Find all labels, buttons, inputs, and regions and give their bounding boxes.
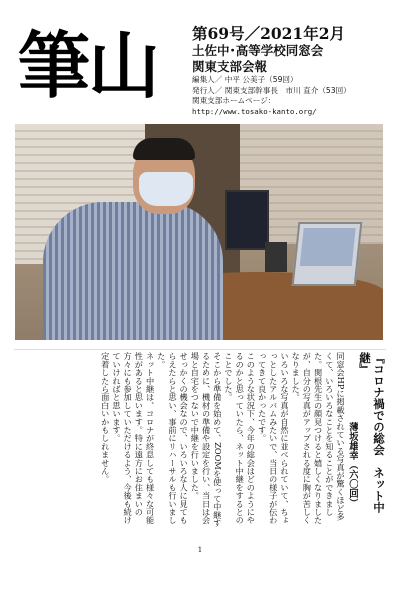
article-paragraph: 定着したら面白いかもしれません。: [100, 352, 111, 484]
homepage-label: 関東支部ホームページ：: [192, 96, 276, 105]
publisher-credit: 発行人／ 関東支部幹事長 市川 直介（53回）: [192, 85, 351, 95]
page-number: 1: [197, 546, 203, 554]
laptop-screen: [300, 228, 356, 266]
issue-info: [192, 24, 398, 117]
article-title: 『コロナ禍での総会 ネット中継』: [358, 352, 386, 513]
editor-credit: 編集人／ 中平 公美子（59回）: [192, 75, 298, 84]
article-paragraph: ネット中継は、コロナが終息しても様々な可能性があると思います。特に遠方にお住まいの方々にも参加していただけるよう、今後も続けていければと思います。: [111, 352, 156, 525]
homepage-link[interactable]: http://www.tosako-kanto.org/: [192, 106, 317, 116]
face-mask-icon: [139, 172, 193, 206]
monitor-icon: [225, 190, 269, 250]
article-paragraph: 同窓会HPに掲載されている写真が驚くほど多くて、いろいろなことを知ることができました。関根先生の顔見つけると嬉しくなりましたが、自分の写真がアップされる度に胸が苦しくなりました。: [291, 352, 346, 525]
association-name: 土佐中･高等学校同窓会: [192, 43, 324, 58]
article-author: 薄坂雄幸（六〇回）: [347, 422, 358, 508]
divider: [14, 349, 386, 350]
cover-photo: [15, 124, 383, 340]
person-shirt: [43, 202, 223, 340]
newsletter-logo: 筆山: [18, 24, 159, 108]
article-paragraph: このような状況下、今年の総会はどのようにやるのかと思っていたら、ネット中継をするとのことでした。: [223, 352, 257, 525]
newsletter-name: 関東支部会報: [192, 59, 268, 74]
masthead: [18, 22, 186, 110]
article-paragraph: いろいろな写真が自然に並べられていて、ちょっとしたアルバムみたいで、当日の様子が伝わってきて良かったです。: [257, 352, 290, 525]
article-body: [14, 352, 386, 528]
issue-number: 第69号／2021年2月: [192, 24, 345, 43]
article-paragraph: せっかくの機会なので、いろいろな人に見てもらえたらと思い、事前にリハーサルも行いました。: [156, 352, 190, 525]
person-hair: [133, 138, 195, 160]
monitor-stand: [265, 242, 287, 272]
article-paragraph: そこから準備を始めて、ZOOMを使って中継するために、機材の準備や設定を行い、当日は会場と自宅をつないで中継を行いました。: [190, 352, 223, 528]
laptop-icon: [292, 222, 363, 286]
